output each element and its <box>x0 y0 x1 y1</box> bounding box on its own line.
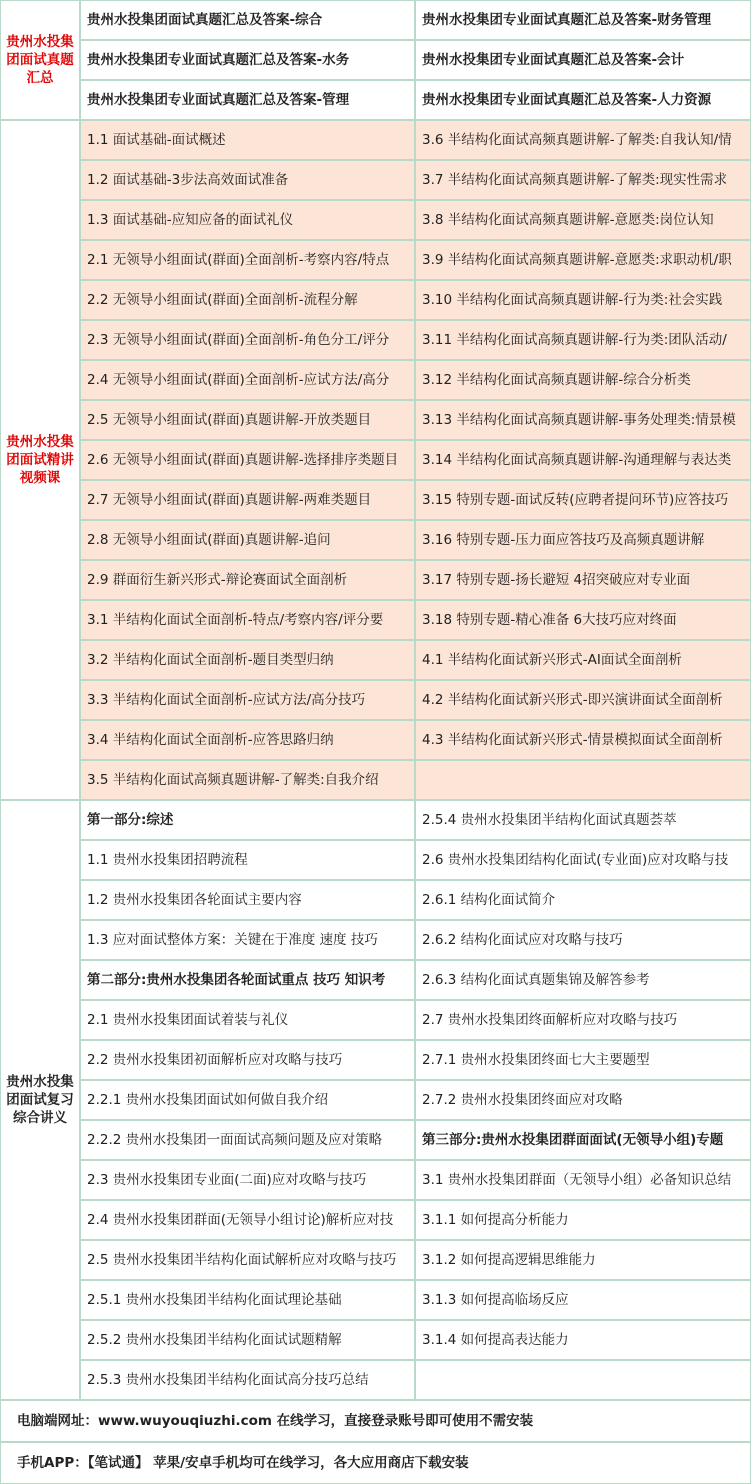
section3-item[interactable]: 2.6.1 结构化面试简介 <box>415 880 751 920</box>
section2-row <box>0 440 751 480</box>
section2-item[interactable]: 2.5 无领导小组面试(群面)真题讲解-开放类题目 <box>80 400 415 440</box>
section3-row <box>0 1320 751 1360</box>
section3-row <box>0 880 751 920</box>
section2-row <box>0 200 751 240</box>
section2-item[interactable]: 3.14 半结构化面试高频真题讲解-沟通理解与表达类 <box>415 440 751 480</box>
section2-item[interactable]: 4.1 半结构化面试新兴形式-AI面试全面剖析 <box>415 640 751 680</box>
section3-item[interactable]: 2.2 贵州水投集团初面解析应对攻略与技巧 <box>80 1040 415 1080</box>
section2-row <box>0 320 751 360</box>
section2-row <box>0 760 751 800</box>
section2-item[interactable]: 2.8 无领导小组面试(群面)真题讲解-追问 <box>80 520 415 560</box>
section2-item[interactable]: 4.2 半结构化面试新兴形式-即兴演讲面试全面剖析 <box>415 680 751 720</box>
section2-item[interactable]: 3.10 半结构化面试高频真题讲解-行为类:社会实践 <box>415 280 751 320</box>
section3-row <box>0 1200 751 1240</box>
footer-row <box>0 1442 751 1484</box>
section3-item[interactable]: 1.3 应对面试整体方案：关键在于准度 速度 技巧 <box>80 920 415 960</box>
section3-item[interactable]: 2.7.2 贵州水投集团终面应对攻略 <box>415 1080 751 1120</box>
section1-item[interactable]: 贵州水投集团专业面试真题汇总及答案-管理 <box>80 80 415 120</box>
section3-row <box>0 1280 751 1320</box>
section3-row <box>0 1080 751 1120</box>
section1-item[interactable]: 贵州水投集团专业面试真题汇总及答案-人力资源 <box>415 80 751 120</box>
section3-item[interactable]: 3.1.4 如何提高表达能力 <box>415 1320 751 1360</box>
section3-item[interactable]: 2.5.3 贵州水投集团半结构化面试高分技巧总结 <box>80 1360 415 1400</box>
section3-item[interactable]: 2.5.2 贵州水投集团半结构化面试试题精解 <box>80 1320 415 1360</box>
section2-item[interactable]: 3.4 半结构化面试全面剖析-应答思路归纳 <box>80 720 415 760</box>
section2-row <box>0 680 751 720</box>
section2-item[interactable]: 2.3 无领导小组面试(群面)全面剖析-角色分工/评分 <box>80 320 415 360</box>
section3-item[interactable]: 2.6 贵州水投集团结构化面试(专业面)应对攻略与技 <box>415 840 751 880</box>
section1-item[interactable]: 贵州水投集团专业面试真题汇总及答案-会计 <box>415 40 751 80</box>
section3-label: 贵州水投集团面试复习综合讲义 <box>0 800 80 1400</box>
section2-item[interactable]: 3.8 半结构化面试高频真题讲解-意愿类:岗位认知 <box>415 200 751 240</box>
section2-row <box>0 120 751 160</box>
section2-item[interactable]: 3.3 半结构化面试全面剖析-应试方法/高分技巧 <box>80 680 415 720</box>
section2-row <box>0 400 751 440</box>
section2-item[interactable]: 2.4 无领导小组面试(群面)全面剖析-应试方法/高分 <box>80 360 415 400</box>
section2-item[interactable]: 3.15 特别专题-面试反转(应聘者提问环节)应答技巧 <box>415 480 751 520</box>
section2-item[interactable]: 3.12 半结构化面试高频真题讲解-综合分析类 <box>415 360 751 400</box>
section1-row <box>0 80 751 120</box>
section2-row <box>0 560 751 600</box>
section2-row <box>0 240 751 280</box>
section2-item[interactable]: 3.5 半结构化面试高频真题讲解-了解类:自我介绍 <box>80 760 415 800</box>
section3-item[interactable]: 3.1 贵州水投集团群面（无领导小组）必备知识总结 <box>415 1160 751 1200</box>
section2-row <box>0 160 751 200</box>
section3-row <box>0 840 751 880</box>
section2-row <box>0 600 751 640</box>
section3-item[interactable]: 3.1.2 如何提高逻辑思维能力 <box>415 1240 751 1280</box>
section1-item[interactable]: 贵州水投集团专业面试真题汇总及答案-财务管理 <box>415 0 751 40</box>
section2-item[interactable]: 2.9 群面衍生新兴形式-辩论赛面试全面剖析 <box>80 560 415 600</box>
section2-item[interactable]: 3.1 半结构化面试全面剖析-特点/考察内容/评分要 <box>80 600 415 640</box>
section2-item[interactable]: 1.1 面试基础-面试概述 <box>80 120 415 160</box>
section2-item[interactable]: 4.3 半结构化面试新兴形式-情景模拟面试全面剖析 <box>415 720 751 760</box>
section3-item[interactable]: 第一部分:综述 <box>80 800 415 840</box>
section3-item[interactable] <box>415 1360 751 1400</box>
section3-item[interactable]: 3.1.3 如何提高临场反应 <box>415 1280 751 1320</box>
section3-item[interactable]: 1.1 贵州水投集团招聘流程 <box>80 840 415 880</box>
section3-item[interactable]: 2.5.1 贵州水投集团半结构化面试理论基础 <box>80 1280 415 1320</box>
section3-item[interactable]: 2.7.1 贵州水投集团终面七大主要题型 <box>415 1040 751 1080</box>
section2-item[interactable]: 2.2 无领导小组面试(群面)全面剖析-流程分解 <box>80 280 415 320</box>
section2-item[interactable]: 2.1 无领导小组面试(群面)全面剖析-考察内容/特点 <box>80 240 415 280</box>
section2-item[interactable]: 1.3 面试基础-应知应备的面试礼仪 <box>80 200 415 240</box>
section1-item[interactable]: 贵州水投集团专业面试真题汇总及答案-水务 <box>80 40 415 80</box>
section3-item[interactable]: 第二部分:贵州水投集团各轮面试重点 技巧 知识考 <box>80 960 415 1000</box>
footer-app: 手机APP：【笔试通】 苹果/安卓手机均可在线学习，各大应用商店下载安装 <box>0 1442 751 1484</box>
section2-row <box>0 360 751 400</box>
section2-item[interactable]: 3.9 半结构化面试高频真题讲解-意愿类:求职动机/职 <box>415 240 751 280</box>
section3-row <box>0 920 751 960</box>
section1-row <box>0 40 751 80</box>
section2-label: 贵州水投集团面试精讲视频课 <box>0 120 80 800</box>
section3-row <box>0 800 751 840</box>
section2-row <box>0 720 751 760</box>
section3-item[interactable]: 2.5.4 贵州水投集团半结构化面试真题荟萃 <box>415 800 751 840</box>
section3-item[interactable]: 2.5 贵州水投集团半结构化面试解析应对攻略与技巧 <box>80 1240 415 1280</box>
section3-item[interactable]: 第三部分:贵州水投集团群面面试(无领导小组)专题 <box>415 1120 751 1160</box>
section2-row <box>0 520 751 560</box>
section2-item[interactable]: 3.7 半结构化面试高频真题讲解-了解类:现实性需求 <box>415 160 751 200</box>
section3-item[interactable]: 2.7 贵州水投集团终面解析应对攻略与技巧 <box>415 1000 751 1040</box>
section3-row <box>0 1000 751 1040</box>
section3-row <box>0 1240 751 1280</box>
section3-item[interactable]: 2.2.1 贵州水投集团面试如何做自我介绍 <box>80 1080 415 1120</box>
section3-row <box>0 960 751 1000</box>
section1-item[interactable]: 贵州水投集团面试真题汇总及答案-综合 <box>80 0 415 40</box>
section3-item[interactable]: 2.3 贵州水投集团专业面(二面)应对攻略与技巧 <box>80 1160 415 1200</box>
section1-row <box>0 0 751 40</box>
section3-item[interactable]: 1.2 贵州水投集团各轮面试主要内容 <box>80 880 415 920</box>
section2-item[interactable]: 3.11 半结构化面试高频真题讲解-行为类:团队活动/ <box>415 320 751 360</box>
footer-row <box>0 1400 751 1442</box>
section3-item[interactable]: 2.6.3 结构化面试真题集锦及解答参考 <box>415 960 751 1000</box>
section2-item[interactable]: 3.2 半结构化面试全面剖析-题目类型归纳 <box>80 640 415 680</box>
section2-item[interactable]: 2.7 无领导小组面试(群面)真题讲解-两难类题目 <box>80 480 415 520</box>
section2-item[interactable]: 3.6 半结构化面试高频真题讲解-了解类:自我认知/情 <box>415 120 751 160</box>
section2-row <box>0 480 751 520</box>
section3-row <box>0 1040 751 1080</box>
section3-item[interactable]: 2.6.2 结构化面试应对攻略与技巧 <box>415 920 751 960</box>
section2-item[interactable]: 3.16 特别专题-压力面应答技巧及高频真题讲解 <box>415 520 751 560</box>
section3-row <box>0 1160 751 1200</box>
section2-item[interactable]: 1.2 面试基础-3步法高效面试准备 <box>80 160 415 200</box>
section2-item[interactable]: 3.17 特别专题-扬长避短 4招突破应对专业面 <box>415 560 751 600</box>
section3-row <box>0 1120 751 1160</box>
section2-item[interactable]: 3.18 特别专题-精心准备 6大技巧应对终面 <box>415 600 751 640</box>
section2-item[interactable] <box>415 760 751 800</box>
section2-item[interactable]: 3.13 半结构化面试高频真题讲解-事务处理类:情景模 <box>415 400 751 440</box>
section3-item[interactable]: 3.1.1 如何提高分析能力 <box>415 1200 751 1240</box>
section2-item[interactable]: 2.6 无领导小组面试(群面)真题讲解-选择排序类题目 <box>80 440 415 480</box>
section3-row <box>0 1360 751 1400</box>
section3-item[interactable]: 2.1 贵州水投集团面试着装与礼仪 <box>80 1000 415 1040</box>
section1-label: 贵州水投集团面试真题汇总 <box>0 0 80 120</box>
section2-row <box>0 280 751 320</box>
footer-website: 电脑端网址：www.wuyouqiuzhi.com 在线学习，直接登录账号即可使用不需安装 <box>0 1400 751 1442</box>
section3-item[interactable]: 2.2.2 贵州水投集团一面面试高频问题及应对策略 <box>80 1120 415 1160</box>
section2-row <box>0 640 751 680</box>
section3-item[interactable]: 2.4 贵州水投集团群面(无领导小组讨论)解析应对技 <box>80 1200 415 1240</box>
